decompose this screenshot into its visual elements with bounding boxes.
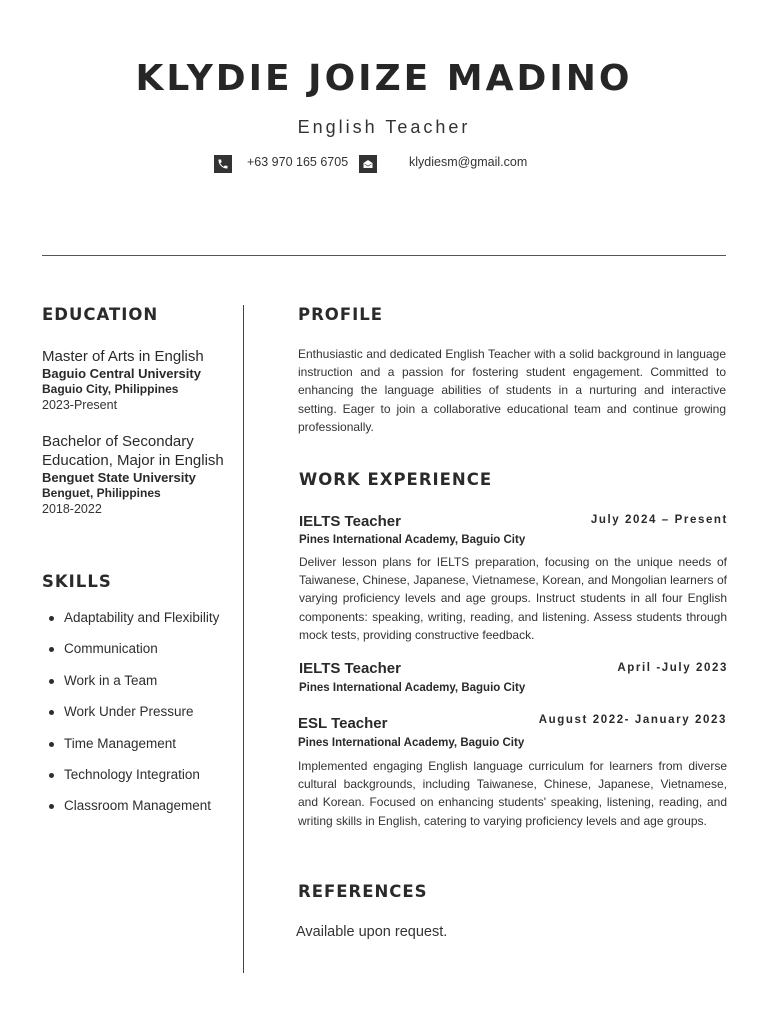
job-title: IELTS Teacher (299, 660, 401, 677)
job-dates: April -July 2023 (617, 662, 728, 674)
email-address[interactable]: klydiesm@gmail.com (409, 155, 528, 169)
list-item: Adaptability and Flexibility (42, 606, 242, 637)
job-description: Implemented engaging English language curriculum for learners from diverse cultural backgrounds, including Taiwanese, Chinese, Japanese, Vietnamese, and Korean. Focused on enhancing students' speaking, listening, reading, and writing skills in English, catering to varying proficiency levels and age groups. (298, 759, 727, 828)
candidate-name: KLYDIE JOIZE MADINO (135, 58, 633, 99)
envelope-icon (359, 155, 377, 173)
job-dates: July 2024 – Present (590, 514, 728, 526)
job-description: Deliver lesson plans for IELTS preparation, focusing on the unique needs of Taiwanese, Chinese, Japanese, Vietnamese, Korean, and Mongolian learners of varying proficiency levels and age groups. Instruct students in all four English components: speaking, writing, reading, and listening. Assess students through mock tests, providing constructive feedback. (299, 555, 727, 642)
education-entry (42, 347, 237, 413)
job-dates: August 2022- January 2023 (538, 714, 727, 726)
education-entry (42, 432, 237, 517)
job-organization: Pines International Academy, Baguio City (299, 534, 526, 546)
school: Baguio Central University (42, 366, 201, 381)
list-item: Work in a Team (42, 669, 242, 700)
job-title: IELTS Teacher (299, 513, 401, 530)
list-item: Technology Integration (42, 763, 242, 794)
phone-icon (214, 155, 232, 173)
header-divider (42, 255, 726, 256)
work-experience-heading: WORK EXPERIENCE (299, 470, 493, 489)
references-text: Available upon request. (296, 924, 448, 940)
job-organization: Pines International Academy, Baguio City (299, 682, 526, 694)
phone-number[interactable]: +63 970 165 6705 (247, 155, 349, 169)
degree: Bachelor of Secondary Education, Major in English (42, 433, 224, 469)
skills-heading: SKILLS (42, 572, 112, 591)
years: 2018-2022 (42, 502, 102, 516)
skills-list (42, 606, 242, 826)
job-role: English Teacher (297, 117, 471, 137)
column-divider (243, 305, 244, 973)
job-organization: Pines International Academy, Baguio City (298, 737, 525, 749)
list-item: Time Management (42, 732, 242, 763)
education-heading: EDUCATION (42, 305, 159, 324)
school-location: Baguio City, Philippines (42, 382, 179, 396)
school: Benguet State University (42, 470, 196, 485)
degree: Master of Arts in English (42, 348, 204, 365)
profile-heading: PROFILE (298, 305, 384, 324)
school-location: Benguet, Philippines (42, 486, 161, 500)
job-title: ESL Teacher (298, 715, 388, 732)
profile-text: Enthusiastic and dedicated English Teacher with a solid background in language instruction and a passion for fostering student engagement. Committed to enhancing the language abilities of students in a nurturing and interactive setting. Eager to join a collaborative educational team and continue growing professionally. (298, 347, 726, 434)
years: 2023-Present (42, 398, 118, 412)
list-item: Communication (42, 637, 242, 668)
references-heading: REFERENCES (298, 882, 428, 901)
list-item: Classroom Management (42, 794, 242, 825)
list-item: Work Under Pressure (42, 700, 242, 731)
